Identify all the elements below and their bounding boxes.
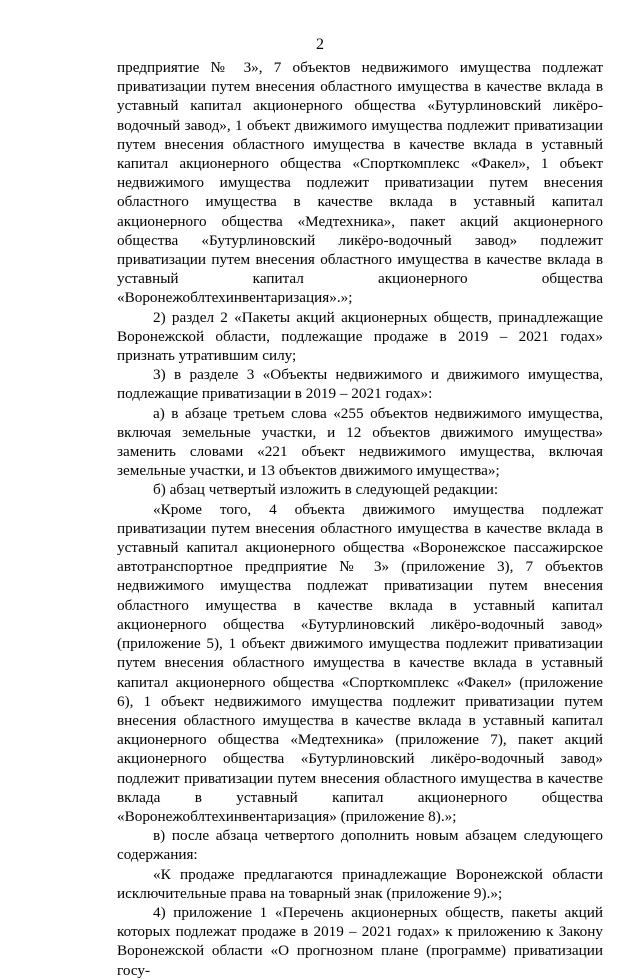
page-number: 2 xyxy=(316,36,324,53)
paragraph-item-4: 4) приложение 1 «Перечень акционерных обществ, пакеты акций которых подлежат продаже в 2019 – 2021 годах» к приложению к Закону Воронежской области «О прогнозном плане (программе) приватизации госу- xyxy=(117,903,603,979)
document-body xyxy=(117,58,603,980)
paragraph-subitem-a: а) в абзаце третьем слова «255 объектов недвижимого имущества, включая земельные участки, и 12 объектов движимого имущества» заменить словами «221 объект недвижимого имущества, включая земельные участки, и 13 объектов движимого имущества»; xyxy=(117,404,603,480)
paragraph-item-2: 2) раздел 2 «Пакеты акций акционерных обществ, принадлежащие Воронежской области, подлежащие продаже в 2019 – 2021 годах» признать утратившим силу; xyxy=(117,308,603,365)
paragraph-continuation: предприятие № 3», 7 объектов недвижимого имущества подлежат приватизации путем внесения областного имущества в качестве вклада в уставный капитал акционерного общества «Бутурлиновский ликёро-водочный завод», 1 объект движимого имущества подлежит приватизации путем внесения областного имущества в качестве вклада в уставный капитал акционерного общества «Спорткомплекс «Факел», 1 объект недвижимого имущества подлежит приватизации путем внесения областного имущества в качестве вклада в уставный капитал акционерного общества «Медтехника», пакет акций акционерного общества «Бутурлиновский ликёро-водочный завод» подлежит приватизации путем внесения областного имущества в качестве вклада в уставный капитал акционерного общества «Воронежоблтехинвентаризация».»; xyxy=(117,59,603,307)
paragraph-subitem-v: в) после абзаца четвертого дополнить новым абзацем следующего содержания: xyxy=(117,827,603,864)
paragraph-subitem-b: б) абзац четвертый изложить в следующей редакции: xyxy=(153,481,499,499)
paragraph-item-3: 3) в разделе 3 «Объекты недвижимого и движимого имущества, подлежащие приватизации в 2019 – 2021 годах»: xyxy=(117,366,603,403)
paragraph-new-text: «К продаже предлагаются принадлежащие Воронежской области исключительные права на товарный знак (приложение 9).»; xyxy=(117,865,603,902)
paragraph-quoted-text: «Кроме того, 4 объекта движимого имущества подлежат приватизации путем внесения областного имущества в качестве вклада в уставный капитал акционерного общества «Воронежское пассажирское автотранспортное предприятие № 3» (приложение 3), 7 объектов недвижимого имущества подлежат приватизации путем внесения областного имущества в качестве вклада в уставный капитал акционерного общества «Бутурлиновский ликёро-водочный завод» (приложение 5), 1 объект движимого имущества подлежит приватизации путем внесения областного имущества в качестве вклада в уставный капитал акционерного общества «Спорткомплекс «Факел» (приложение 6), 1 объект недвижимого имущества подлежит приватизации путем внесения областного имущества в качестве вклада в уставный капитал акционерного общества «Медтехника» (приложение 7), пакет акций акционерного общества «Бутурлиновский ликёро-водочный завод» подлежит приватизации путем внесения областного имущества в качестве вклада в уставный капитал акционерного общества «Воронежоблтехинвентаризация» (приложение 8).»; xyxy=(117,500,603,825)
